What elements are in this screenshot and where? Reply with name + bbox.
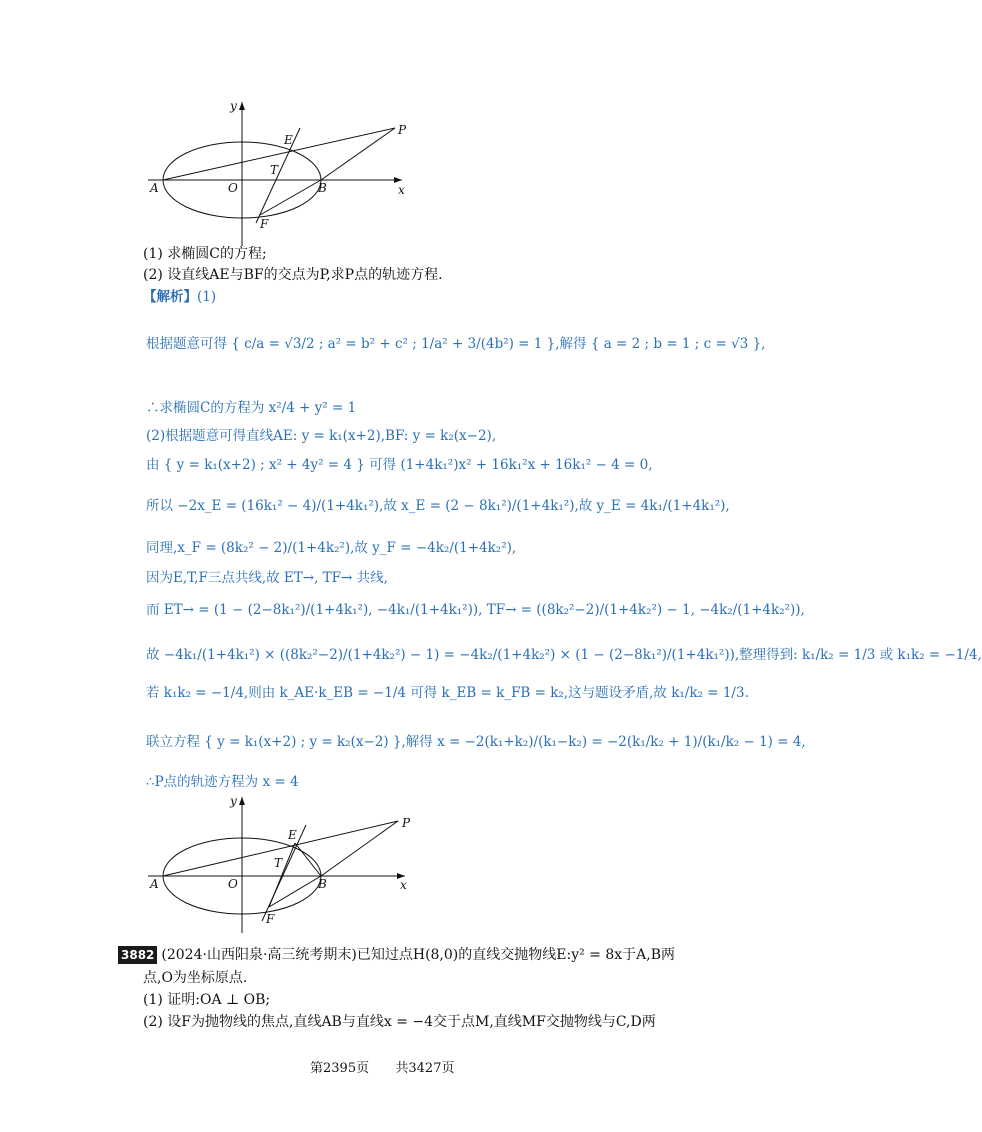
solution-line9: 故 −4k₁/(1+4k₁²) × ((8k₂²−2)/(1+4k₂²) − 1) = −4k₂/(1+4k₂²) × (1 − (2−8k₁²)/(1+4k₁²)),整理得到: k₁/k₂ = 1/3 或 k₁k₂ = −1/4, (146, 647, 982, 663)
fig-label: A (150, 877, 159, 891)
solution-line5: 所以 −2x_E = (16k₁² − 4)/(1+4k₁²),故 x_E = (2 − 8k₁²)/(1+4k₁²),故 y_E = 4k₁/(1+4k₁²), (146, 498, 730, 514)
fig-label: E (284, 133, 293, 147)
fig-label: P (398, 123, 407, 137)
solution-heading-row (143, 287, 216, 307)
next-problem-line2: 点,O为坐标原点. (143, 970, 248, 986)
solution-line3: (2)根据题意可得直线AE: y = k₁(x+2),BF: y = k₂(x−2), (146, 428, 497, 444)
solution-line6: 同理,x_F = (8k₂² − 2)/(1+4k₂²),故 y_F = −4k₂/(1+4k₂²), (146, 540, 517, 556)
next-problem-line1: (2024·山西阳泉·高三统考期末)已知过点H(8,0)的直线交抛物线E:y² = 8x于A,B两 (161, 947, 675, 963)
fig-label: B (318, 181, 327, 195)
fig-label: x (398, 183, 405, 197)
fig-label: A (150, 181, 159, 195)
problem-number-badge: 3882 (118, 946, 157, 964)
solution-heading: 【解析】 (143, 289, 197, 305)
page-total: 共3427页 (395, 1061, 455, 1076)
fig-label: P (402, 816, 411, 830)
solution-line7: 因为E,T,F三点共线,故 ET→, TF→ 共线, (146, 570, 388, 586)
fig-label: E (288, 828, 297, 842)
solution-line2: ∴求椭圆C的方程为 x²/4 + y² = 1 (146, 400, 357, 416)
solution-line11: 联立方程 { y = k₁(x+2) ; y = k₂(x−2) },解得 x = −2(k₁+k₂)/(k₁−k₂) = −2(k₁/k₂ + 1)/(k₁/k₂ − 1) = 4, (146, 734, 806, 750)
question-part1: (1) 求椭圆C的方程; (143, 246, 267, 262)
question-part2: (2) 设直线AE与BF的交点为P,求P点的轨迹方程. (143, 267, 443, 283)
solution-line4: 由 { y = k₁(x+2) ; x² + 4y² = 4 } 可得 (1+4k₁²)x² + 16k₁²x + 16k₁² − 4 = 0, (146, 457, 653, 473)
fig-label: F (260, 217, 269, 231)
solution-line10: 若 k₁k₂ = −1/4,则由 k_AE·k_EB = −1/4 可得 k_EB = k_FB = k₂,这与题设矛盾,故 k₁/k₂ = 1/3. (146, 685, 749, 701)
page-number: 第2395页 (310, 1061, 370, 1076)
solution-heading-part: (1) (197, 289, 217, 305)
next-problem-part2: (2) 设F为抛物线的焦点,直线AB与直线x = −4交于点M,直线MF交抛物线与C,D两 (143, 1014, 656, 1030)
solution-line1: 根据题意可得 { c/a = √3/2 ; a² = b² + c² ; 1/a² + 3/(4b²) = 1 },解得 { a = 2 ; b = 1 ; c = √3 }, (146, 336, 766, 352)
solution-line12: ∴P点的轨迹方程为 x = 4 (146, 774, 299, 790)
fig-label: F (266, 912, 275, 926)
solution-line8: 而 ET→ = (1 − (2−8k₁²)/(1+4k₁²), −4k₁/(1+4k₁²)), TF→ = ((8k₂²−2)/(1+4k₂²) − 1, −4k₂/(1+4k₂²)), (146, 602, 805, 618)
fig-label: O (228, 877, 238, 891)
next-problem-line1-row (118, 945, 675, 965)
fig-label: x (400, 878, 407, 892)
next-problem-part1: (1) 证明:OA ⊥ OB; (143, 992, 271, 1008)
fig-label: y (230, 99, 237, 113)
page-footer (310, 1057, 454, 1076)
fig-label: O (228, 181, 238, 195)
fig-label: y (230, 794, 237, 808)
ellipse-figure-bottom (140, 793, 420, 938)
fig-label: B (318, 877, 327, 891)
ellipse-figure-top (140, 98, 420, 248)
fig-label: T (274, 856, 283, 870)
fig-label: T (270, 163, 279, 177)
